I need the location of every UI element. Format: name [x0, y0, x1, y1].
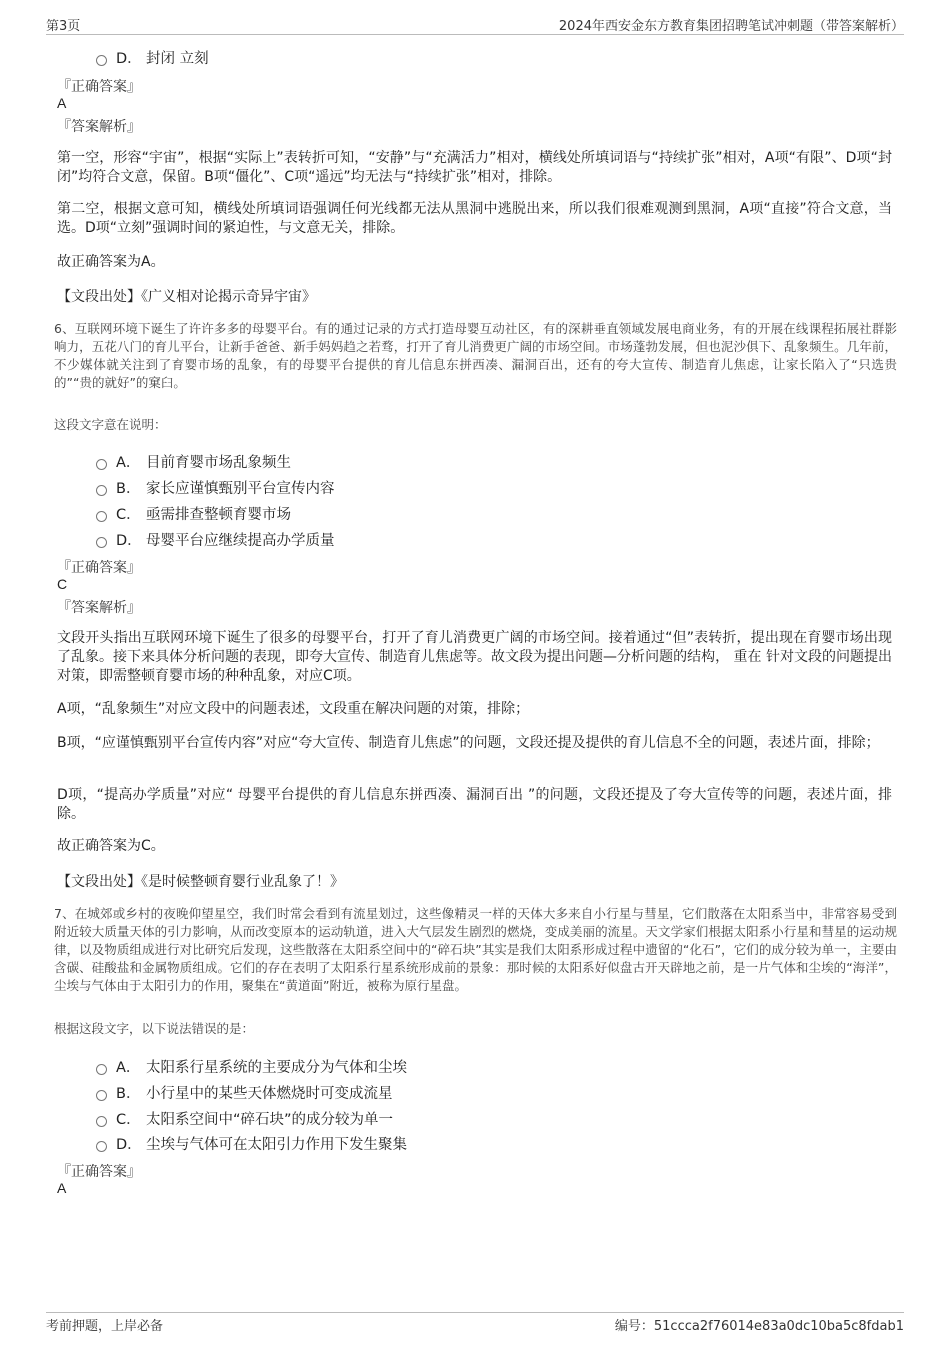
q6-answer-label: 『正确答案』	[57, 560, 141, 576]
radio-icon[interactable]	[96, 537, 107, 548]
q6-option-b[interactable]: B． 家长应谨慎甄别平台宣传内容	[96, 477, 335, 498]
q7-option-a[interactable]: A． 太阳系行星系统的主要成分为气体和尘埃	[96, 1056, 407, 1077]
radio-icon[interactable]	[96, 459, 107, 470]
q7-option-d[interactable]: D． 尘埃与气体可在太阳引力作用下发生聚集	[96, 1133, 407, 1154]
document-code: 编号：51ccca2f76014e83a0dc10ba5c8fdab1	[614, 1319, 904, 1334]
q5-option-d[interactable]: D． 封闭 立刻	[96, 47, 209, 68]
q6-analysis-4: D项，“提高办学质量”对应“ 母婴平台提供的育儿信息东拼西凑、漏洞百出 ”的问题，文段还提及了夸大宣传等的问题，表述片面，排除。	[57, 787, 892, 822]
radio-icon[interactable]	[96, 1116, 107, 1127]
q6-analysis-5: 故正确答案为C。	[57, 838, 165, 854]
q6-stem: 6、互联网环境下诞生了许许多多的母婴平台。有的通过记录的方式打造母婴互动社区，有的深耕垂直领域发展电商业务，有的开展在线课程拓展社群影响力，五花八门的育儿平台，让新手爸爸、新手妈妈趋之若骛，打开了育儿消费更广阔的市场空间。市场蓬勃发展，但也泥沙俱下、乱象频生。几年前，不少媒体就关注到了育婴市场的乱象，有的母婴平台提供的育儿信息东拼西凑、漏洞百出，还有的夸大宣传、制造育儿焦虑，让家长陷入了“只选贵的”“贵的就好”的窠臼。	[54, 321, 897, 390]
radio-icon[interactable]	[96, 55, 107, 66]
q6-option-d[interactable]: D． 母婴平台应继续提高办学质量	[96, 529, 335, 550]
q5-analysis-1: 第一空，形容“宇宙”，根据“实际上”表转折可知，“安静”与“充满活力”相对，横线处所填词语与“持续扩张”相对，A项“有限”、D项“封闭”均符合文意，保留。B项“僵化”、C项“遥远”均无法与“持续扩张”相对，排除。	[57, 150, 892, 185]
page-header	[46, 14, 904, 35]
radio-icon[interactable]	[96, 1141, 107, 1152]
q5-analysis-label: 『答案解析』	[57, 119, 141, 135]
q7-option-c[interactable]: C． 太阳系空间中“碎石块”的成分较为单一	[96, 1108, 393, 1129]
q6-answer: C	[57, 576, 68, 592]
q7-answer-label: 『正确答案』	[57, 1164, 141, 1180]
q6-analysis-2: A项，“乱象频生”对应文段中的问题表述，文段重在解决问题的对策，排除；	[57, 701, 530, 717]
q6-analysis-1: 文段开头指出互联网环境下诞生了很多的母婴平台，打开了育儿消费更广阔的市场空间。接着通过“但”表转折，提出现在育婴市场出现了乱象。接下来具体分析问题的表现，即夸大宣传、制造育儿焦虑等。故文段为提出问题—分析问题的结构， 重在 针对文段的问题提出对策，即需整顿育婴市场的种种乱象，对应C项。	[57, 630, 892, 684]
q7-option-b[interactable]: B． 小行星中的某些天体燃烧时可变成流星	[96, 1082, 393, 1103]
q6-analysis-3: B项，“应谨慎甄别平台宣传内容”对应“夸大宣传、制造育儿焦虑”的问题，文段还提及提供的育儿信息不全的问题，表述片面，排除；	[57, 735, 880, 751]
q6-option-c[interactable]: C． 亟需排查整顿育婴市场	[96, 503, 291, 524]
footer-slogan: 考前押题，上岸必备	[46, 1319, 164, 1334]
radio-icon[interactable]	[96, 511, 107, 522]
q5-analysis-3: 故正确答案为A。	[57, 254, 165, 270]
q5-source: 【文段出处】《广义相对论揭示奇异宇宙》	[57, 289, 316, 305]
q6-option-a[interactable]: A． 目前育婴市场乱象频生	[96, 451, 291, 472]
q7-prompt: 根据这段文字，以下说法错误的是：	[54, 1021, 255, 1036]
q5-analysis-2: 第二空，根据文意可知，横线处所填词语强调任何光线都无法从黑洞中逃脱出来，所以我们很难观测到黑洞，A项“直接”符合文意，当选。D项“立刻”强调时间的紧迫性，与文意无关，排除。	[57, 201, 892, 236]
q6-source: 【文段出处】《是时候整顿育婴行业乱象了！》	[57, 874, 344, 890]
q7-answer: A	[57, 1180, 67, 1196]
radio-icon[interactable]	[96, 1090, 107, 1101]
q6-analysis-label: 『答案解析』	[57, 600, 141, 616]
page-footer	[46, 1312, 904, 1335]
page-number: 第3页	[46, 19, 81, 34]
radio-icon[interactable]	[96, 1064, 107, 1075]
q5-answer-label: 『正确答案』	[57, 79, 141, 95]
q5-answer: A	[57, 95, 67, 111]
radio-icon[interactable]	[96, 485, 107, 496]
q6-prompt: 这段文字意在说明：	[54, 417, 167, 432]
document-title: 2024年西安金东方教育集团招聘笔试冲刺题（带答案解析）	[558, 19, 904, 34]
q7-stem: 7、在城郊或乡村的夜晚仰望星空，我们时常会看到有流星划过，这些像精灵一样的天体大多来自小行星与彗星，它们散落在太阳系当中，非常容易受到附近较大质量天体的引力影响，从而改变原本的运动轨道，进入大气层发生剧烈的燃烧，变成美丽的流星。天文学家们根据太阳系小行星和彗星的运动规律，以及物质组成进行对比研究后发现，这些散落在太阳系空间中的“碎石块”其实是我们太阳系形成过程中遗留的“化石”，它们的成分较为单一，主要由含碳、硅酸盐和金属物质组成。它们的存在表明了太阳系行星系统形成前的景象：那时候的太阳系好似盘古开天辟地之前，是一片气体和尘埃的“海洋”，尘埃与气体由于太阳引力的作用，聚集在“黄道面”附近，被称为原行星盘。	[54, 906, 898, 993]
